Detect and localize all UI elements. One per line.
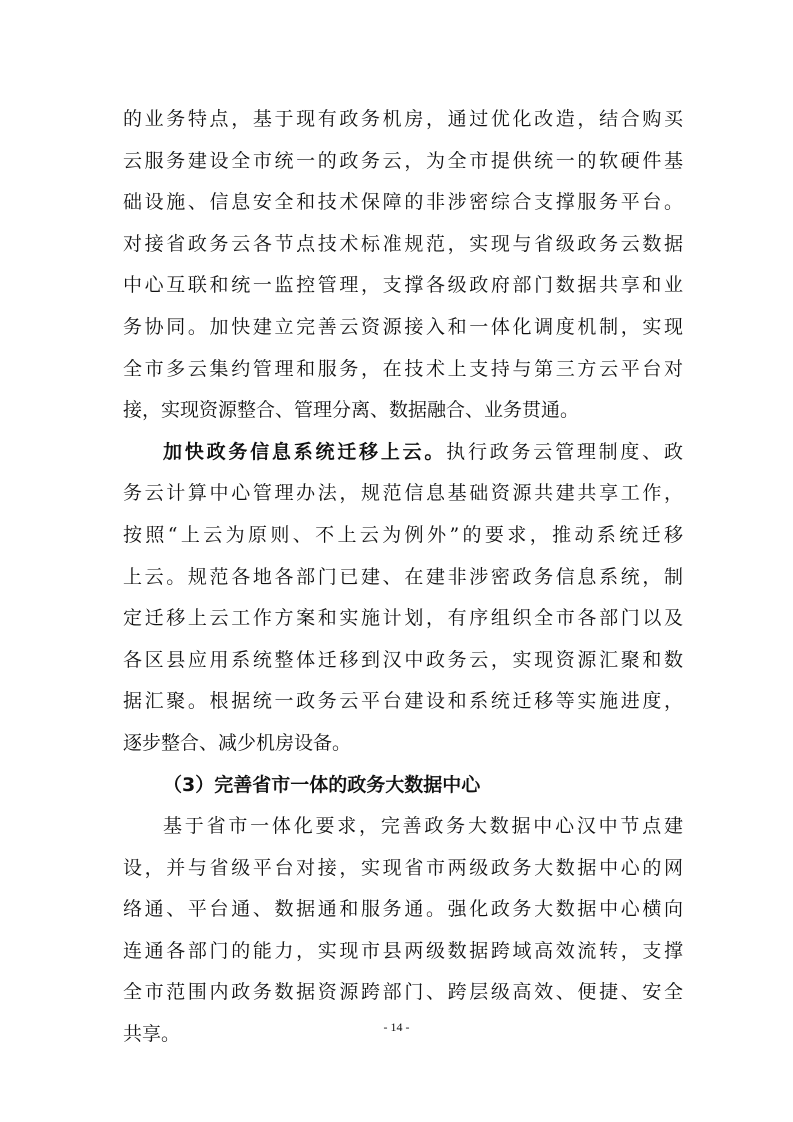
text-line: 逐步整合、减少机房设备。 <box>123 731 352 754</box>
page-number: - 14 - <box>383 1020 410 1034</box>
text-line: 络通、平台通、数据通和服务通。强化政务大数据中心横向 <box>123 898 683 921</box>
text-line: 对接省政务云各节点技术标准规范，实现与省级政务云数据 <box>123 232 683 255</box>
text-line: 各区县应用系统整体迁移到汉中政务云，实现资源汇聚和数 <box>123 648 683 671</box>
page-body <box>123 99 683 1056</box>
text-line: 设，并与省级平台对接，实现省市两级政务大数据中心的网 <box>123 856 683 879</box>
text-line: 定迁移上云工作方案和实施计划，有序组织全市各部门以及 <box>123 607 683 630</box>
section-heading: （3）完善省市一体的政务大数据中心 <box>163 773 481 796</box>
text-line: 务协同。加快建立完善云资源接入和一体化调度机制，实现 <box>123 315 683 338</box>
text-line: 按照“上云为原则、不上云为例外”的要求，推动系统迁移 <box>123 523 683 546</box>
bold-lead: 加快政务信息系统迁移上云。 <box>163 440 447 463</box>
text-line: 础设施、信息安全和技术保障的非涉密综合支撑服务平台。 <box>123 191 683 214</box>
text-line: 加快政务信息系统迁移上云。执行政务云管理制度、政 <box>163 440 683 463</box>
text-line: 共享。 <box>123 1023 181 1046</box>
text-line: 连通各部门的能力，实现市县两级数据跨域高效流转，支撑 <box>123 939 683 962</box>
text-line: 务云计算中心管理办法，规范信息基础资源共建共享工作， <box>123 482 683 505</box>
text-line: 据汇聚。根据统一政务云平台建设和系统迁移等实施进度， <box>123 690 683 713</box>
text-line: 中心互联和统一监控管理，支撑各级政府部门数据共享和业 <box>123 274 683 297</box>
text-line: 上云。规范各地各部门已建、在建非涉密政务信息系统，制 <box>123 565 683 588</box>
text-line: 全市多云集约管理和服务，在技术上支持与第三方云平台对 <box>123 357 683 380</box>
text-line: 云服务建设全市统一的政务云，为全市提供统一的软硬件基 <box>123 149 683 172</box>
text-line: 基于省市一体化要求，完善政务大数据中心汉中节点建 <box>163 815 683 838</box>
text-line: 接，实现资源整合、管理分离、数据融合、业务贯通。 <box>123 399 580 422</box>
text-line: 的业务特点，基于现有政务机房，通过优化改造，结合购买 <box>123 108 683 130</box>
text-line: 全市范围内政务数据资源跨部门、跨层级高效、便捷、安全 <box>123 981 683 1004</box>
